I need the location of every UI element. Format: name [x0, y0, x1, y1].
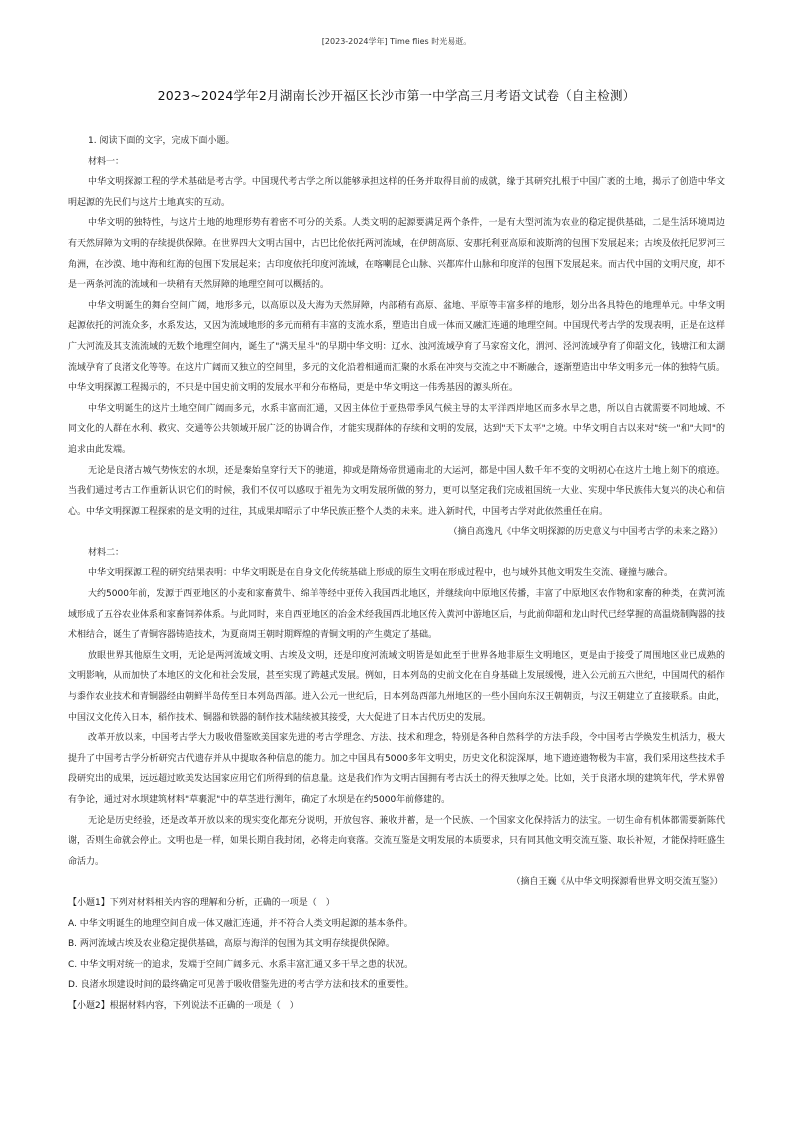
material1-paragraph: 中华文明的独特性，与这片土地的地理形势有着密不可分的关系。人类文明的起源要满足两个条件，一是有大型河流为农业的稳定提供基础，二是生活环境周边有天然屏障为文明的存续提供保障。在世界四大文明古国中，古巴比伦依托两河流域，在伊朗高原、安那托利亚高原和波斯湾的包围下发展起来；古埃及依托尼罗河三角洲，在沙漠、地中海和红海的包围下发展起来；古印度依托印度河流域，在喀喇昆仑山脉、兴都库什山脉和印度洋的包围下发展起来。而古代中国的文明尺度，却不是一两条河流的流域和一块稍有天然屏障的地理空间可以概括的。 [68, 218, 726, 291]
material1-label: 材料一： [88, 156, 125, 167]
material1-paragraph: 中华文明诞生的这片土地空间广阔而多元，水系丰富而汇通，又因主体位于亚热带季风气候主导的太平洋西岸地区而多水旱之患，所以自古就需要不同地域、不同文化的人群在水利、救灾、交通等公共领域开展广泛的协调合作，才能实现群体的存续和文明的发展，达到"天下太平"之境。中华文明自古以来对"统一"和"大同"的追求由此发端。 [68, 403, 725, 455]
material2-label: 材料二： [88, 547, 125, 558]
material1-paragraph: 无论是良渚古城气势恢宏的水坝，还是秦始皇穿行天下的驰道，抑或是隋炀帝贯通南北的大运河，都是中国人数千年不变的文明初心在这片土地上刻下的痕迹。当我们通过考古工作重新认识它们的时候，我们不仅可以感叹于祖先为文明发展所做的努力，更可以坚定我们完成祖国统一大业、实现中华民族伟大复兴的决心和信心。中华文明探源工程探索的是文明的过往，其成果却昭示了中华民族正整个人类的未来。进入新时代，中国考古学对此依然重任在肩。 [68, 465, 725, 517]
material2-paragraph: 大约5000年前，发源于西亚地区的小麦和家畜黄牛、绵羊等经中亚传入我国西北地区，并继续向中原地区传播，丰富了中原地区农作物和家畜的种类，在黄河流域形成了五谷农业体系和家畜饲养体系。与此同时，来自西亚地区的冶金术经我国西北地区传入黄河中游地区后，与此前仰韶和龙山时代已经掌握的高温烧制陶器的技术相结合，诞生了青铜容器铸造技术，为夏商周王朝时期辉煌的青铜文明的产生奠定了基础。 [68, 589, 726, 641]
material2-source: （摘自王巍《从中华文明探源看世界文明交流互鉴》） [511, 877, 723, 888]
question2-stem: 【小题2】根据材料内容，下列说法不正确的一项是（ ） [68, 1000, 299, 1011]
material1-paragraph: 中华文明诞生的舞台空间广阔，地形多元，以高原以及大海为天然屏障，内部稍有高原、盆地、平原等丰富多样的地形，划分出各具特色的地理单元。中华文明起源依托的河流众多，水系发达，又因为流域地形的多元而稍有丰富的支流水系，塑造出自成一体而又融汇连通的地理空间。中国现代考古学的发现表明，正是在这样广大河流及其支流流域的无数个地理空间内，诞生了"满天星斗"的早期中华文明：辽水、浊河流域孕育了马家窑文化，渭河、泾河流域孕育了仰韶文化，钱塘江和太湖流域孕育了良渚文化等等。在这片广阔而又独立的空间里，多元的文化沿着相通而汇聚的水系在冲突与交流之中不断融合，逐渐塑造出中华文明多元一体的独特气质。中华文明探源工程揭示的，不只是中国史前文明的发展水平和分布格局，更是中华文明这一伟秀基因的源头所在。 [68, 300, 726, 394]
question1-stem: 【小题1】下列对材料相关内容的理解和分析，正确的一项是（ ） [68, 897, 335, 908]
material1-paragraph: 中华文明探源工程的学术基础是考古学。中国现代考古学之所以能够承担这样的任务并取得目前的成就，缘于其研究扎根于中国广袤的土地，揭示了创造中华文明起源的先民们与这片土地真实的互动。 [68, 177, 725, 208]
question-intro: 1. 阅读下面的文字，完成下面小题。 [88, 136, 235, 146]
material2-paragraph: 放眼世界其他原生文明，无论是两河流域文明、古埃及文明，还是印度河流域文明皆是如此至于世界各地非原生文明地区，更是由于接受了周围地区业已成熟的文明影响，从而加快了本地区的文化和社会发展，甚至实现了跨越式发展。例如，日本列岛的史前文化在自身基础上发展缓慢，进入公元前五六世纪，中国周代的稻作与黍作农业技术和青铜器经由朝鲜半岛传至日本列岛西部。进入公元一世纪后，日本列岛西部九州地区的一些小国向东汉王朝朝贡，与汉王朝建立了直接联系。由此，中国汉文化传入日本，稻作技术、铜器和铁器的制作技术陆续被其接受，大大促进了日本古代历史的发展。 [68, 650, 726, 723]
question1-option-b: B. 两河流域古埃及农业稳定提供基础，高原与海洋的包围为其文明存续提供保障。 [68, 939, 395, 950]
question1-option-d: D. 良渚水坝建设时间的最终确定可见善于吸收借鉴先进的考古学方法和技术的重要性。 [68, 980, 414, 991]
question1-option-c: C. 中华文明对统一的追求，发端于空间广阔多元、水系丰富汇通又多干旱之患的状况。 [68, 959, 414, 970]
material1-source: （摘自高逸凡《中华文明探源的历史意义与中国考古学的未来之路》） [448, 527, 723, 538]
material2-paragraph: 改革开放以来，中国考古学大力吸收借鉴欧美国家先进的考古学理念、方法、技术和理念，特别是各种自然科学的方法手段，令中国考古学焕发生机活力，极大提升了中国考古学分析研究古代遗存并从中提取各种信息的能力。加之中国具有5000多年文明史，历史文化积淀深厚，地下遗迹遗物极为丰富，我们采用这些技术手段研究出的成果，远远超过欧美发达国家应用它们所得到的信息量。这是我们作为文明古国拥有考古沃土的得天独厚之处。比如，关于良渚水坝的建筑年代，学术界曾有争论，通过对水坝建筑材料"草裹泥"中的草茎进行测年，确定了水坝是在约5000年前修建的。 [68, 733, 726, 805]
material2-paragraph: 中华文明探源工程的研究结果表明：中华文明既是在自身文化传统基础上形成的原生文明在形成过程中，也与域外其他文明发生交流、碰撞与融合。 [88, 568, 674, 579]
page-title: 2023~2024学年2月湖南长沙开福区长沙市第一中学高三月考语文试卷（自主检测） [157, 88, 636, 103]
material2-paragraph: 无论是历史经验，还是改革开放以来的现实变化都充分说明，开放包容、兼收并蓄，是一个民族、一个国家文化保持活力的法宝。一切生命有机体都需要新陈代谢，否则生命就会停止。文明也是一样，如果长期自我封闭，必将走向衰落。交流互鉴是文明发展的本质要求，只有同其他文明交流互鉴、取长补短，才能保持旺盛生命活力。 [68, 815, 726, 867]
page-header: [2023-2024学年] Time flies 时光易逝。 [321, 37, 472, 46]
question1-option-a: A. 中华文明诞生的地理空间自成一体又融汇连通，并不符合人类文明起源的基本条件。 [68, 918, 413, 929]
document-body [68, 131, 725, 1017]
